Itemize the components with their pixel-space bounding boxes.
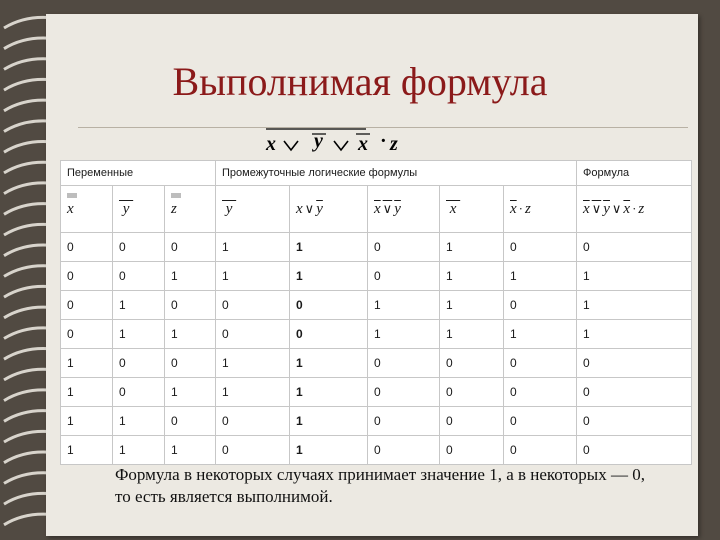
col-x-or-not-y: x ∨ $\overline{y}$ xyxy=(290,186,368,233)
table-cell: 0 xyxy=(216,320,290,349)
table-cell: 0 xyxy=(368,436,440,465)
table-cell: 1 xyxy=(165,262,216,291)
table-cell: 1 xyxy=(290,378,368,407)
table-cell: 1 xyxy=(440,262,504,291)
table-cell: 1 xyxy=(440,233,504,262)
table-cell: 0 xyxy=(504,407,577,436)
table-cell: 1 xyxy=(368,291,440,320)
table-cell: 1 xyxy=(216,262,290,291)
table-cell: 1 xyxy=(113,407,165,436)
table-cell: 0 xyxy=(368,349,440,378)
table-cell: 1 xyxy=(504,262,577,291)
header-variables: Переменные xyxy=(61,161,216,186)
table-cell: 1 xyxy=(577,320,692,349)
table-cell: 1 xyxy=(113,436,165,465)
table-cell: 1 xyxy=(290,349,368,378)
table-cell: 1 xyxy=(61,407,113,436)
col-not-y-2: y xyxy=(216,186,290,233)
col-not-x-and-z: $\overline{x} \cdot z$ xyxy=(504,186,577,233)
table-cell: 0 xyxy=(577,407,692,436)
table-row xyxy=(61,233,692,262)
table-cell: 1 xyxy=(290,436,368,465)
table-row xyxy=(61,291,692,320)
table-cell: 0 xyxy=(216,436,290,465)
table-cell: 0 xyxy=(440,349,504,378)
table-cell: 1 xyxy=(440,291,504,320)
table-cell: 0 xyxy=(368,233,440,262)
table-cell: 1 xyxy=(61,378,113,407)
table-cell: 1 xyxy=(165,436,216,465)
table-cell: 0 xyxy=(61,320,113,349)
table-row xyxy=(61,436,692,465)
table-cell: 0 xyxy=(165,349,216,378)
svg-text:x: x xyxy=(358,133,368,155)
table-cell: 0 xyxy=(61,233,113,262)
table-cell: 0 xyxy=(216,291,290,320)
table-cell: 0 xyxy=(504,349,577,378)
table-cell: 1 xyxy=(504,320,577,349)
table-cell: 0 xyxy=(577,233,692,262)
table-cell: 0 xyxy=(113,349,165,378)
table-cell: 1 xyxy=(290,262,368,291)
table-cell: 1 xyxy=(165,378,216,407)
table-cell: 0 xyxy=(113,262,165,291)
table-cell: 1 xyxy=(113,320,165,349)
table-row xyxy=(61,378,692,407)
table-cell: 0 xyxy=(368,378,440,407)
col-not-x: x xyxy=(440,186,504,233)
table-cell: 1 xyxy=(61,349,113,378)
table-cell: 1 xyxy=(577,291,692,320)
table-cell: 0 xyxy=(165,233,216,262)
table-cell: 0 xyxy=(577,349,692,378)
table-row xyxy=(61,349,692,378)
table-cell: 1 xyxy=(290,233,368,262)
table-cell: 0 xyxy=(504,436,577,465)
table-cell: 0 xyxy=(165,291,216,320)
truth-table xyxy=(60,160,692,465)
table-cell: 0 xyxy=(290,291,368,320)
table-cell: 0 xyxy=(504,378,577,407)
table-cell: 1 xyxy=(440,320,504,349)
table-cell: 0 xyxy=(290,320,368,349)
table-cell: 0 xyxy=(216,407,290,436)
formula-heading xyxy=(262,125,412,157)
svg-text:z: z xyxy=(390,133,398,155)
svg-text:·: · xyxy=(380,130,387,152)
table-row xyxy=(61,262,692,291)
col-z: z xyxy=(165,186,216,233)
table-cell: 0 xyxy=(504,291,577,320)
table-cell: 0 xyxy=(368,407,440,436)
table-cell: 0 xyxy=(368,262,440,291)
table-cell: 1 xyxy=(577,262,692,291)
table-cell: 1 xyxy=(113,291,165,320)
table-cell: 0 xyxy=(440,378,504,407)
table-cell: 1 xyxy=(368,320,440,349)
table-cell: 0 xyxy=(113,233,165,262)
header-formula: Формула xyxy=(577,161,692,186)
table-cell: 1 xyxy=(165,320,216,349)
col-x: x xyxy=(61,186,113,233)
conclusion-text: Формула в некоторых случаях принимает значение 1, а в некоторых — 0, то есть является выполнимой. xyxy=(115,465,645,506)
header-intermediate: Промежуточные логические формулы xyxy=(216,161,577,186)
table-cell: 0 xyxy=(165,407,216,436)
table-cell: 1 xyxy=(61,436,113,465)
svg-text:x: x xyxy=(266,133,276,155)
col-not-x-or-not-y: x ∨ y xyxy=(368,186,440,233)
slide-title: Выполнимая формула xyxy=(172,59,548,104)
col-not-y: y xyxy=(113,186,165,233)
table-cell: 0 xyxy=(440,436,504,465)
col-formula: x ∨ y ∨ $\overline{x} \cdot z$ xyxy=(577,186,692,233)
svg-text:y: y xyxy=(314,130,323,152)
table-row xyxy=(61,407,692,436)
table-cell: 1 xyxy=(216,349,290,378)
table-cell: 0 xyxy=(61,291,113,320)
table-cell: 0 xyxy=(577,378,692,407)
table-cell: 0 xyxy=(440,407,504,436)
table-cell: 0 xyxy=(504,233,577,262)
table-cell: 0 xyxy=(577,436,692,465)
table-cell: 1 xyxy=(290,407,368,436)
table-row xyxy=(61,320,692,349)
table-cell: 1 xyxy=(216,378,290,407)
table-cell: 0 xyxy=(113,378,165,407)
table-cell: 0 xyxy=(61,262,113,291)
table-cell: 1 xyxy=(216,233,290,262)
